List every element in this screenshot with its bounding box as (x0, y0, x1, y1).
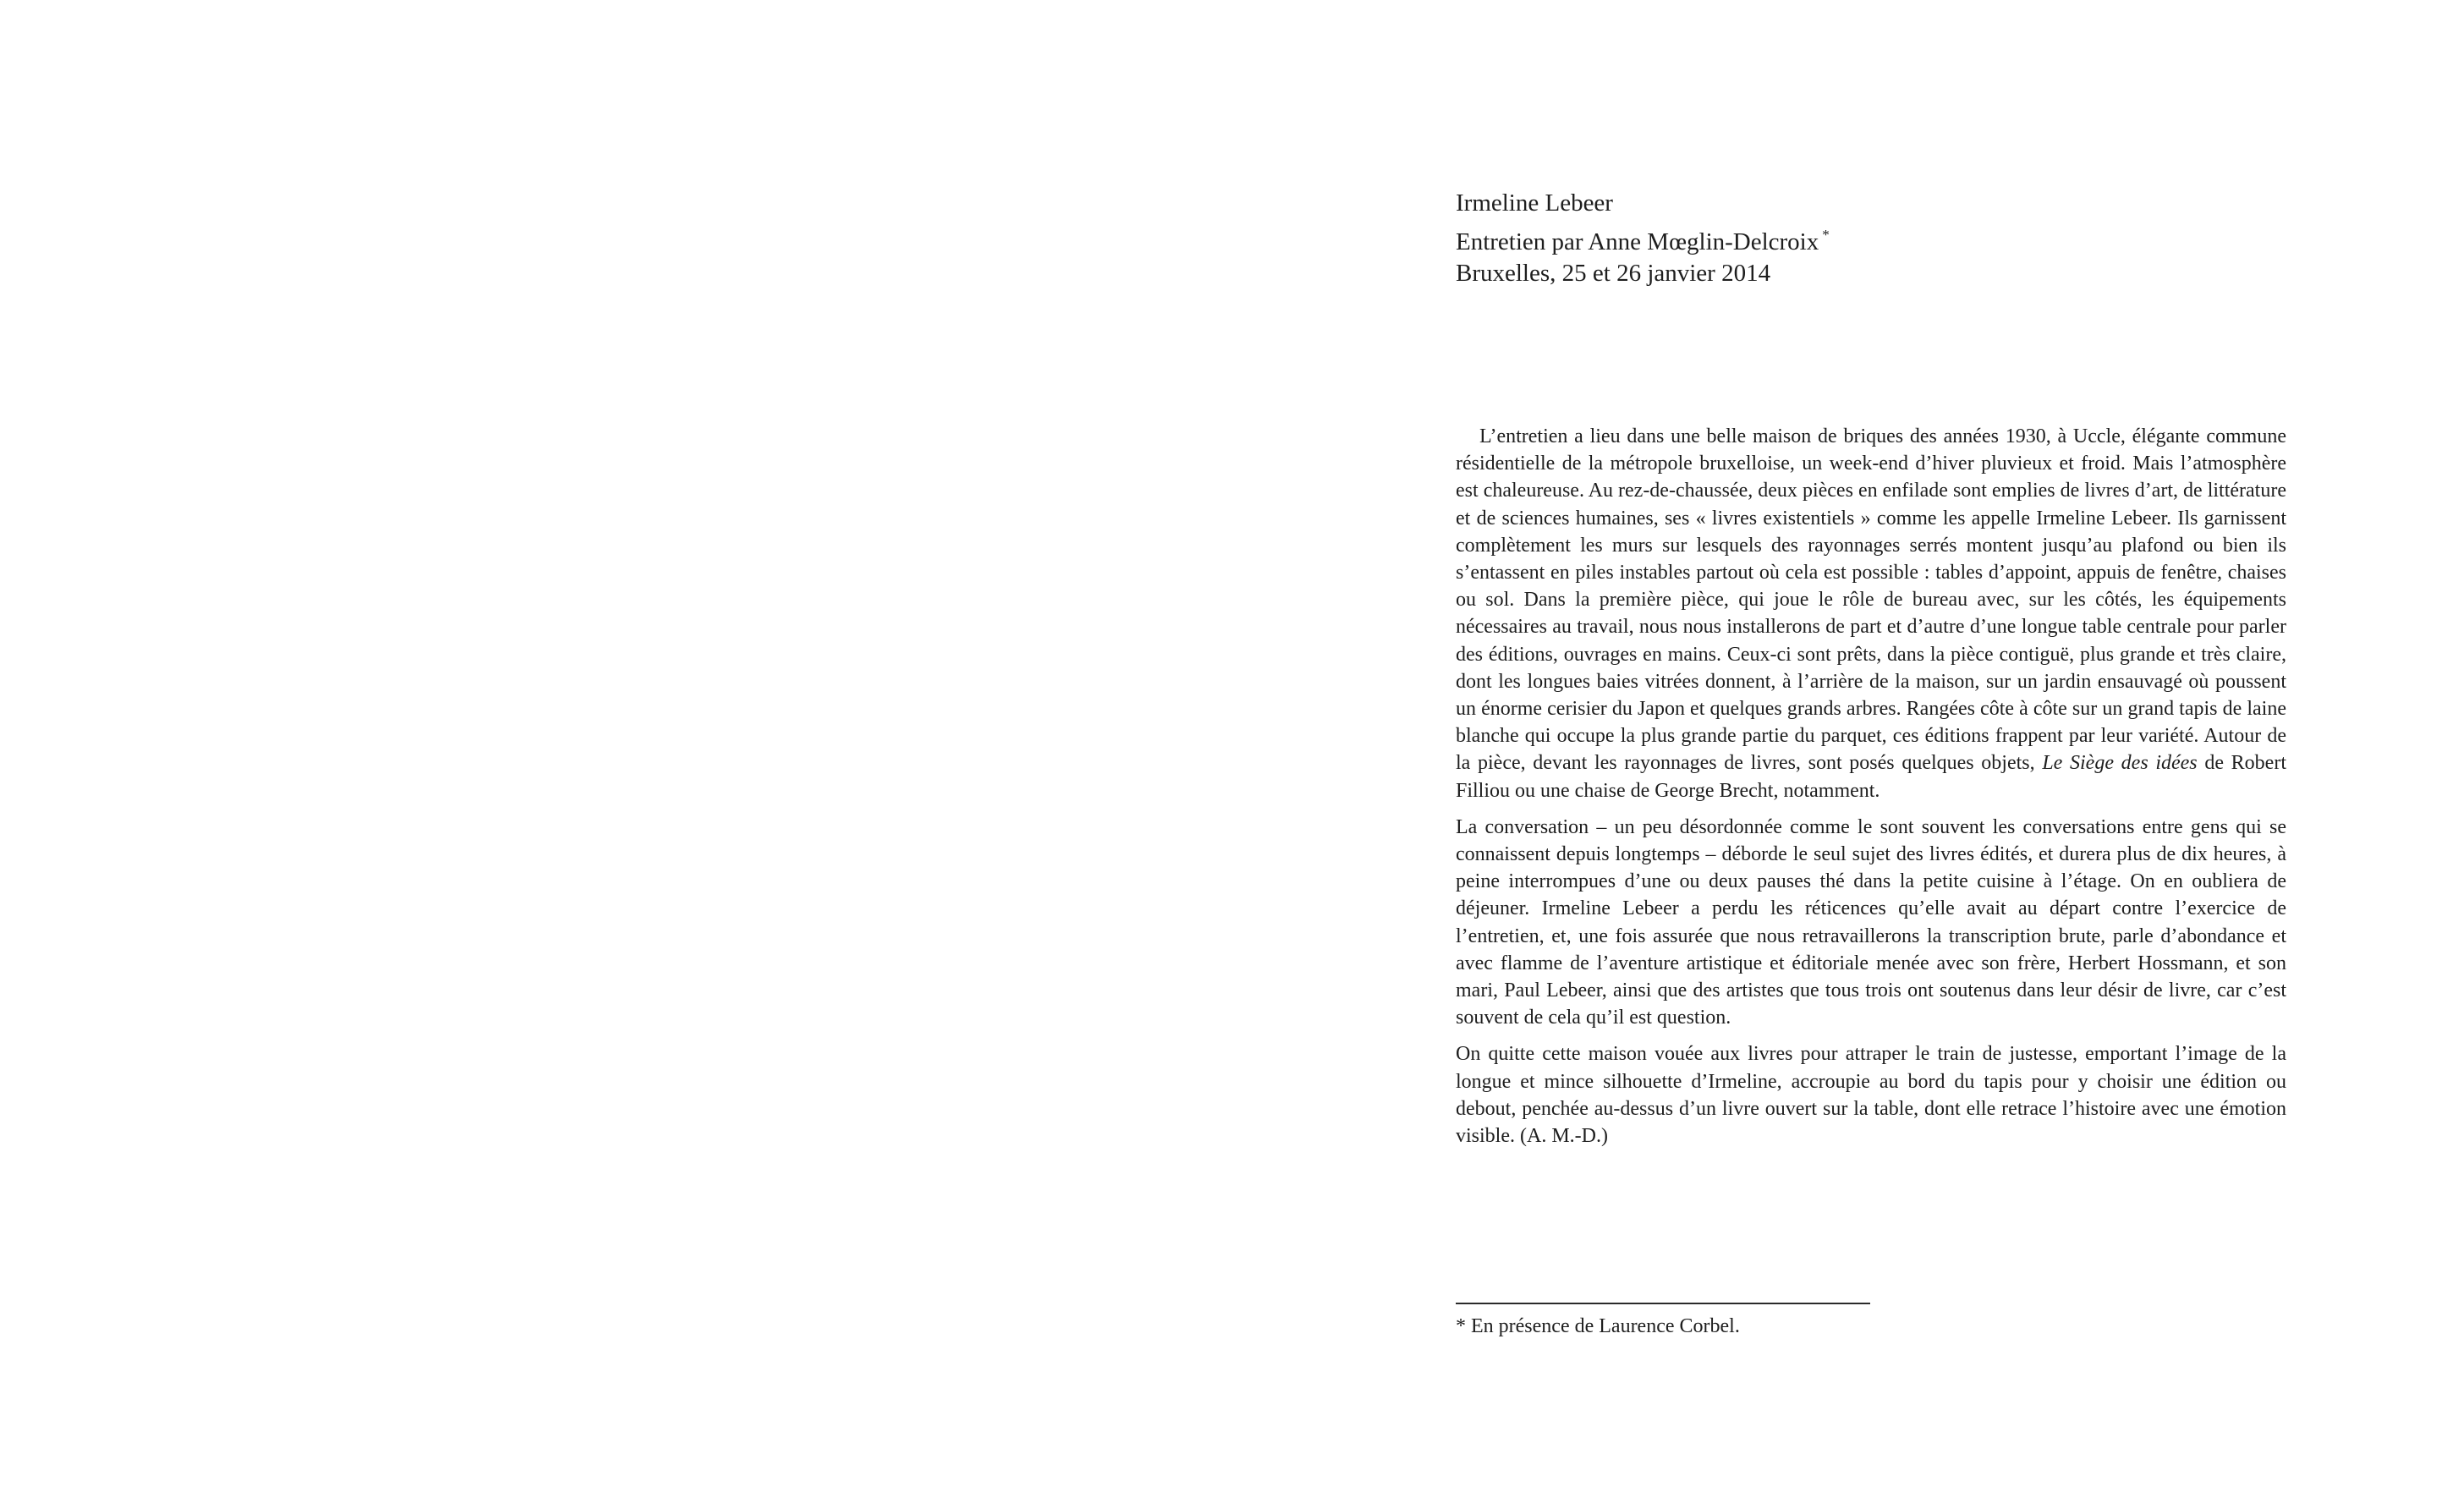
artwork-title: Le Siège des idées (2042, 752, 2198, 775)
place-date: Bruxelles, 25 et 26 janvier 2014 (1456, 260, 1771, 287)
paragraph-2: La conversation – un peu désordonnée comme le sont souvent les conversations entre gens qui se connaissent depuis longtemps – déborde le seul sujet des livres édités, et durera plus de dix heures, à peine interrompues d’une ou deux pauses thé dans la petite cuisine à l’étage. On en oubliera de déjeuner. Irmeline Lebeer a perdu les réticences qu’elle avait au départ contre l’exercice de l’entretien, et, une fois assurée que nous retravaillerons la transcription brute, parle d’abondance et avec flamme de l’aventure artistique et éditoriale menée avec son frère, Herbert Hossmann, et son mari, Paul Lebeer, ainsi que des artistes que tous trois ont soutenus dans leur désir de livre, car c’est souvent de cela qu’il est question. (1456, 815, 2286, 1029)
right-page (1232, 0, 2464, 1498)
introduction-text (1456, 423, 2286, 1159)
interviewer-text: Entretien par Anne Mœglin-Delcroix (1456, 228, 1819, 255)
footnote: * En présence de Laurence Corbel. (1456, 1315, 1740, 1337)
author-name: Irmeline Lebeer (1456, 189, 1613, 217)
interview-heading (1456, 188, 2217, 289)
paragraph-1 (1456, 423, 2286, 804)
footnote-reference: * (1822, 227, 1830, 243)
paragraph-1-text: L’entretien a lieu dans une belle maison de briques des années 1930, à Uccle, élégante commune résidentielle de la métropole bruxelloise, un week-end d’hiver pluvieux et froid. Mais l’atmosphère est chaleureuse. Au rez-de-chaussée, deux pièces en enfilade sont emplies de livres d’art, de littérature et de sciences humaines, ses « livres existentiels » comme les appelle Irmeline Lebeer. Ils garnissent complètement les murs sur lesquels des rayonnages serrés montent jusqu’au plafond ou bien ils s’entassent en piles instables partout où cela est possible : tables d’appoint, appuis de fenêtre, chaises ou sol. Dans la première pièce, qui joue le rôle de bureau avec, sur les côtés, les équipements nécessaires au travail, nous nous installerons de part et d’autre d’une longue table centrale pour parler des éditions, ouvrages en mains. Ceux-ci sont prêts, dans la pièce contiguë, plus grande et très claire, dont les longues baies vitrées donnent, à l’arrière de la maison, sur un jardin ensauvagé où poussent un énorme cerisier du Japon et quelques grands arbres. Rangées côte à côte sur un grand tapis de laine blanche qui occupe la plus grande partie du parquet, ces éditions frappent par leur variété. Autour de la pièce, devant les rayonnages de livres, sont posés quelques objets, (1456, 425, 2286, 775)
footnote-divider (1456, 1303, 1870, 1304)
paragraph-1-end: de Robert Filliou ou une chaise de George Brecht, notamment. (1456, 752, 2286, 802)
paragraph-3: On quitte cette maison vouée aux livres pour attraper le train de justesse, emportant l’image de la longue et mince silhouette d’Irmeline, accroupie au bord du tapis pour y choisir une édition ou debout, penchée au-dessus d’un livre ouvert sur la table, dont elle retrace l’histoire avec une émotion visible. (A. M.-D.) (1456, 1043, 2286, 1148)
interviewer-line (1456, 219, 2217, 258)
